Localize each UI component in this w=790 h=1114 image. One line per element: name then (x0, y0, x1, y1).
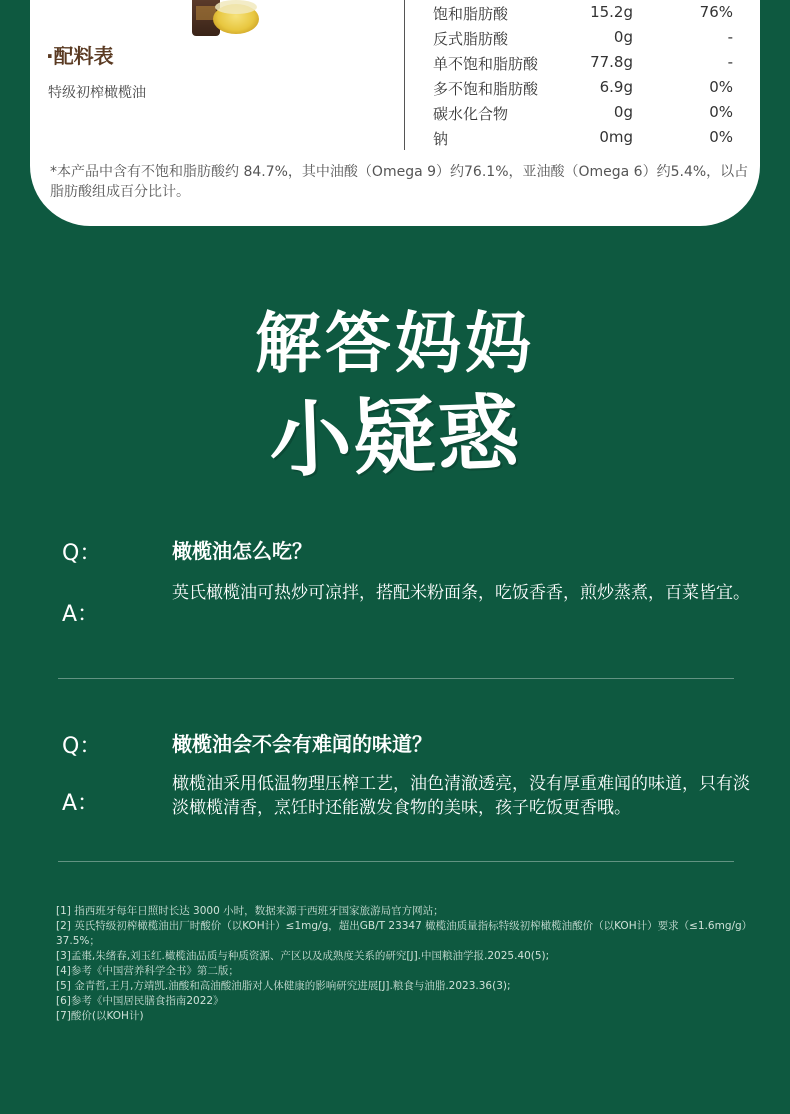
answer-label: A： (62, 791, 100, 816)
reference-item: [7]酸价(以KOH计) (56, 1010, 144, 1022)
nutrient-percent: 0% (709, 128, 733, 146)
reference-item: [4]参考《中国营养科学全书》第二版； (56, 965, 239, 977)
nutrient-value: 0g (613, 103, 633, 121)
nutrition-row (433, 3, 733, 28)
nutrient-name: 单不饱和脂肪酸 (433, 55, 539, 73)
answer-text: 英氏橄榄油可热炒可凉拌，搭配米粉面条，吃饭香香，煎炒蒸煮，百菜皆宜。 (172, 583, 750, 603)
nutrient-name: 多不饱和脂肪酸 (433, 80, 539, 98)
divider (58, 861, 734, 862)
question-text: 橄榄油怎么吃？ (172, 539, 312, 563)
nutrient-percent: 0% (709, 78, 733, 96)
reference-item: [1] 指西班牙每年日照时长达 3000 小时，数据来源于西班牙国家旅游局官方网站； (56, 905, 444, 917)
nutrition-row (433, 28, 733, 53)
question-label: Q： (62, 734, 102, 759)
nutrition-table (433, 3, 733, 153)
question-text: 橄榄油会不会有难闻的味道？ (172, 732, 432, 756)
nutrient-name: 反式脂肪酸 (433, 30, 509, 48)
reference-item: [6]参考《中国居民膳食指南2022》 (56, 995, 224, 1007)
references (56, 904, 761, 1024)
nutrient-name: 钠 (433, 130, 449, 148)
nutrient-percent: - (727, 28, 733, 46)
reference-item: [3]孟棗,朱绪春,刘玉红.橄榄油品质与种质资源、产区以及成熟度关系的研究[J].中国粮油学报.2025.40(5); (56, 950, 550, 962)
table-divider (404, 0, 405, 150)
ingredients-text: 特级初榨橄榄油 (48, 85, 146, 101)
answer-text: 橄榄油采用低温物理压榨工艺，油色清澈透亮，没有厚重难闻的味道，只有淡淡橄榄清香，烹饪时还能激发食物的美味，孩子吃饭更香哦。 (172, 774, 750, 818)
reference-item: [2] 英氏特级初榨橄榄油出厂时酸价（以KOH计）≤1mg/g，超出GB/T 23347 橄榄油质量指标特级初榨橄榄油酸价（以KOH计）要求（≤1.6mg/g）37.5%； (56, 920, 753, 947)
nutrient-value: 15.2g (590, 3, 633, 21)
heading-line2: 小疑惑 (267, 385, 523, 490)
nutrient-percent: - (727, 53, 733, 71)
nutrient-name: 饱和脂肪酸 (433, 5, 509, 23)
nutrition-row (433, 53, 733, 78)
nutrient-value: 6.9g (599, 78, 633, 96)
divider (58, 678, 734, 679)
question-label: Q： (62, 541, 102, 566)
nutrient-value: 0g (613, 28, 633, 46)
product-note: *本产品中含有不饱和脂肪酸约 84.7%，其中油酸（Omega 9）约76.1%，亚油酸（Omega 6）约5.4%，以占脂肪酸组成百分比计。 (50, 164, 749, 200)
nutrition-row (433, 128, 733, 153)
nutrient-percent: 76% (699, 3, 733, 21)
nutrition-row (433, 78, 733, 103)
nutrient-value: 77.8g (590, 53, 633, 71)
reference-item: [5] 金青哲,王月,方靖凯.油酸和高油酸油脂对人体健康的影响研究进展[J].粮食与油脂.2023.36(3); (56, 980, 511, 992)
heading-line1: 解答妈妈 (255, 305, 535, 382)
ingredients-title: ·配料表 (46, 44, 114, 68)
answer-label: A： (62, 602, 100, 627)
nutrient-percent: 0% (709, 103, 733, 121)
oil-bowl-icon (213, 0, 259, 38)
nutrient-name: 碳水化合物 (433, 105, 509, 123)
nutrient-value: 0mg (599, 128, 633, 146)
nutrition-card (30, 0, 760, 226)
nutrition-row (433, 103, 733, 128)
